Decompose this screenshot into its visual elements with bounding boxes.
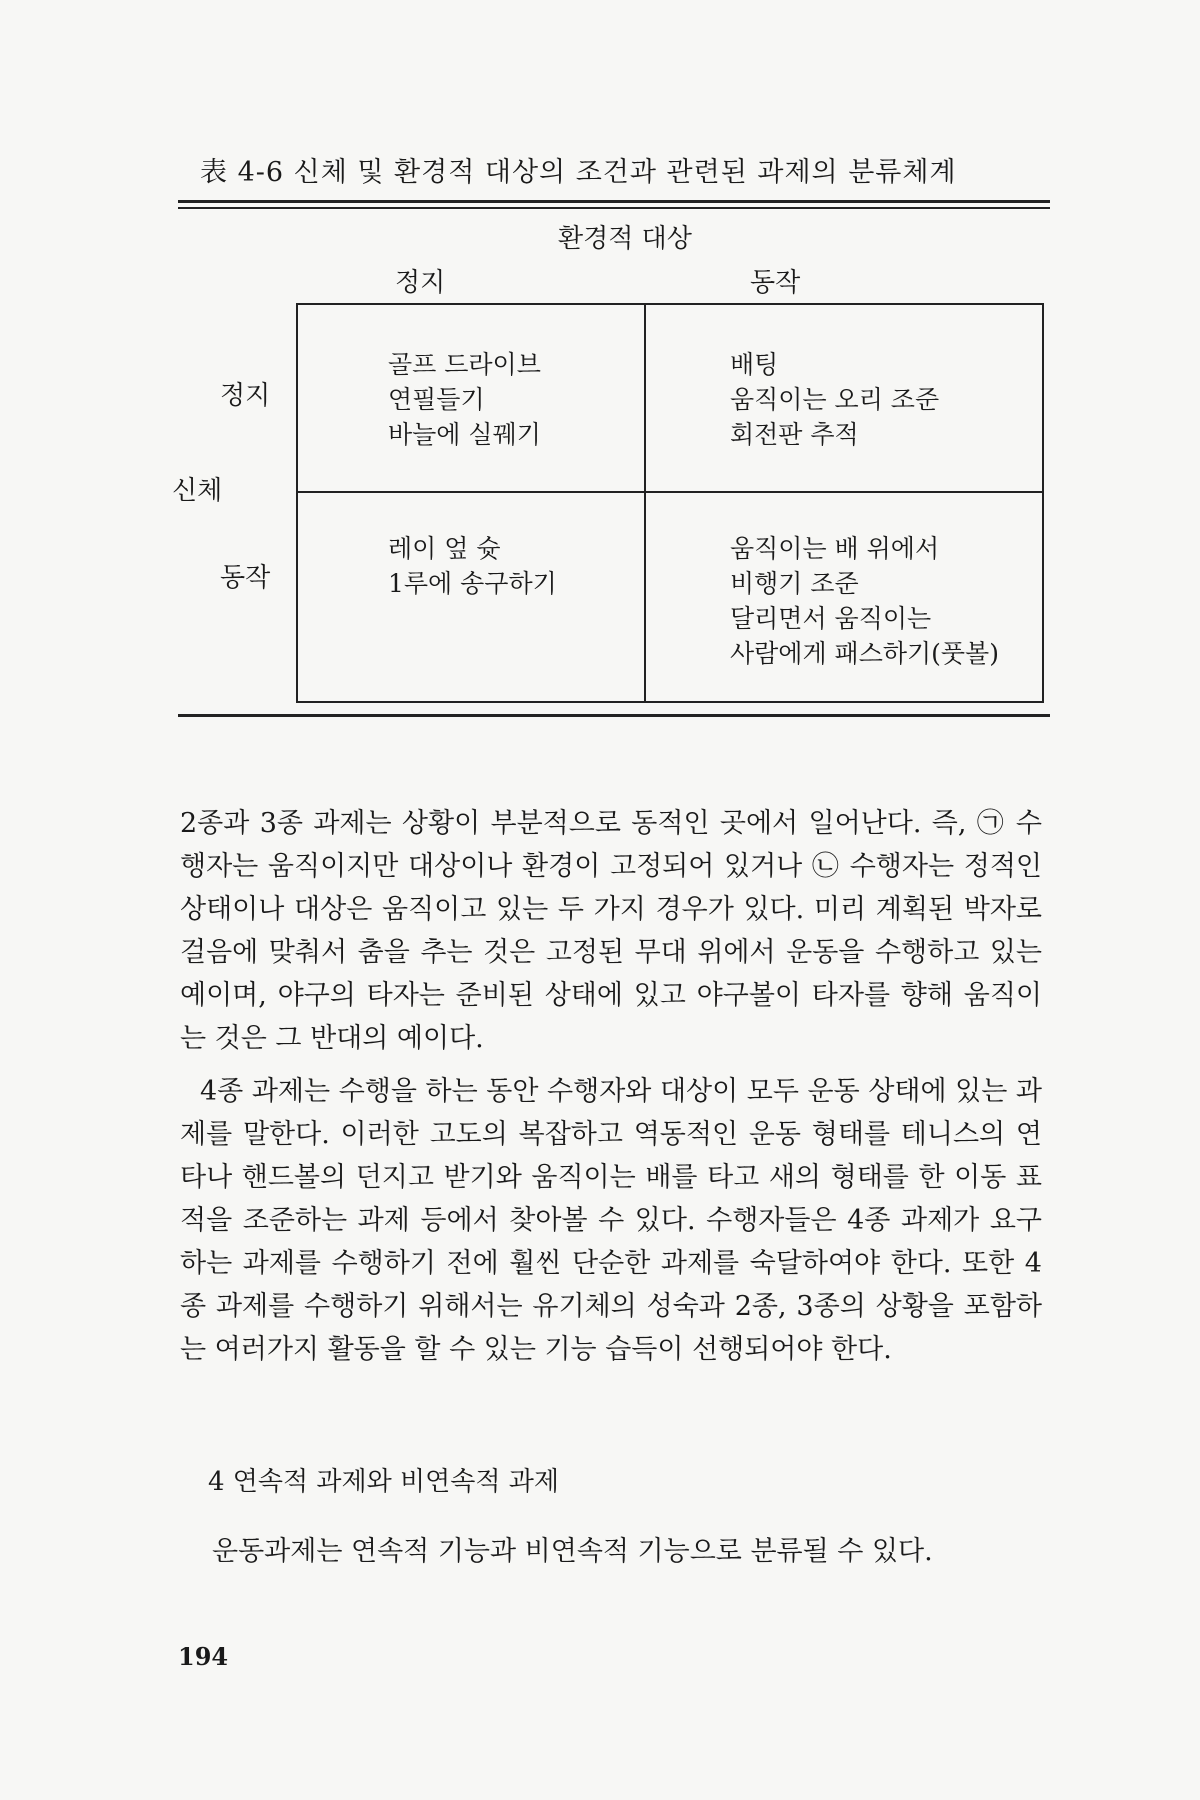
body-paragraph-1: 2종과 3종 과제는 상황이 부분적으로 동적인 곳에서 일어난다. 즉, ㉠ 수행자는 움직이지만 대상이나 환경이 고정되어 있거나 ㉡ 수행자는 정적인 상태이나 대상은 움직이고 있는 두 가지 경우가 있다. 미리 계획된 박자로 걸음에 맞춰서 춤을 추는 것은 고정된 무대 위에서 운동을 수행하고 있는 예이며, 야구의 타자는 준비된 상태에 있고 야구볼이 타자를 향해 움직이는 것은 그 반대의 예이다. xyxy=(180,808,1042,1054)
cell-item: 비행기 조준 xyxy=(730,569,859,598)
cell-item: 움직이는 오리 조준 xyxy=(730,385,940,414)
row-header-still: 정지 xyxy=(220,381,271,411)
cell-still-still xyxy=(388,347,541,452)
cell-item: 달리면서 움직이는 xyxy=(730,604,932,633)
cell-item: 연필들기 xyxy=(388,385,485,414)
cell-moving-still xyxy=(388,531,557,601)
cell-item: 바늘에 실꿰기 xyxy=(388,420,541,449)
classification-grid xyxy=(296,303,1044,703)
cell-item: 회전판 추적 xyxy=(730,420,859,449)
grid-vertical-divider xyxy=(644,305,646,701)
page-number: 194 xyxy=(178,1642,229,1671)
env-object-header: 환경적 대상 xyxy=(558,224,692,254)
body-paragraph-2: 4종 과제는 수행을 하는 동안 수행자와 대상이 모두 운동 상태에 있는 과제를 말한다. 이러한 고도의 복잡하고 역동적인 운동 형태를 테니스의 연타나 핸드볼의 던지고 받기와 움직이는 배를 타고 새의 형태를 한 이동 표적을 조준하는 과제 등에서 찾아볼 수 있다. 수행자들은 4종 과제가 요구하는 과제를 수행하기 전에 훨씬 단순한 과제를 숙달하여야 한다. 또한 4종 과제를 수행하기 위해서는 유기체의 성숙과 2종, 3종의 상황을 포함하는 여러가지 활동을 할 수 있는 기능 습득이 선행되어야 한다. xyxy=(180,1076,1042,1365)
section-paragraph: 운동과제는 연속적 기능과 비연속적 기능으로 분류될 수 있다. xyxy=(212,1536,933,1567)
col-header-still: 정지 xyxy=(395,268,446,298)
table-title: 表 4-6 신체 및 환경적 대상의 조건과 관련된 과제의 분류체계 xyxy=(200,157,957,188)
section-heading: 4 연속적 과제와 비연속적 과제 xyxy=(208,1467,559,1497)
body-header: 신체 xyxy=(172,476,223,506)
cell-item: 움직이는 배 위에서 xyxy=(730,534,940,563)
table-top-rule xyxy=(178,200,1050,203)
row-header-moving: 동작 xyxy=(220,563,271,593)
cell-moving-moving xyxy=(730,531,999,671)
col-header-moving: 동작 xyxy=(750,268,801,298)
table-bottom-rule xyxy=(178,714,1050,717)
grid-horizontal-divider xyxy=(298,491,1042,493)
cell-still-moving xyxy=(730,347,939,452)
table-top-rule-inner xyxy=(178,207,1050,209)
cell-item: 배팅 xyxy=(730,350,779,379)
cell-item: 레이 엎 슛 xyxy=(388,534,501,563)
cell-item: 사람에게 패스하기(풋볼) xyxy=(730,639,999,668)
cell-item: 1루에 송구하기 xyxy=(388,569,557,598)
cell-item: 골프 드라이브 xyxy=(388,350,541,379)
